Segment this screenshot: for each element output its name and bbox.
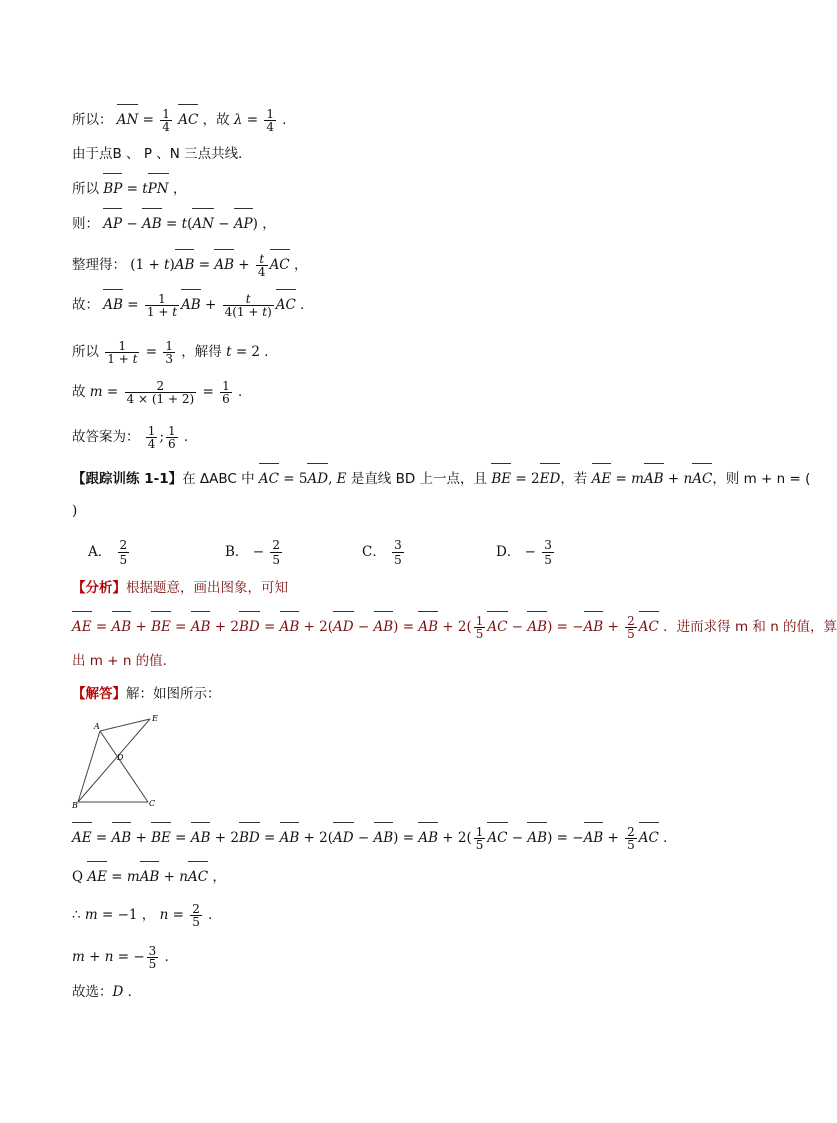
solution-final-answer: D xyxy=(112,984,124,1000)
problem-text-a: 在 ΔABC 中 xyxy=(182,471,255,487)
analysis-formula: AE = AB + BE = AB + 2BD = AB + 2(AD − AB) = AB + 2( $\frac{1}{5}$ AC − AB) = −AB + $\frac{2}{5}$ AC ．进而求得 m 和 n 的值，算 xyxy=(72,614,837,641)
analysis-tail: ．进而求得 m 和 n 的值，算 xyxy=(663,619,837,635)
label-d: D xyxy=(117,753,124,762)
label-e: E xyxy=(152,714,158,723)
option-b-den: 5 xyxy=(272,553,280,567)
option-b-sign: − xyxy=(252,544,265,560)
line-9: 故答案为： $\frac{1}{4}$ ; $\frac{1}{6}$ ． xyxy=(72,424,198,451)
option-a-num: 2 xyxy=(119,538,128,552)
option-d-num: 3 xyxy=(544,538,552,552)
line-5-prefix: 整理得： xyxy=(72,257,126,273)
analysis-heading xyxy=(72,582,288,596)
option-c-den: 5 xyxy=(394,553,402,567)
line-3: 所以 BP = tPN ， xyxy=(72,181,187,197)
option-a[interactable] xyxy=(88,538,131,567)
label-a: A xyxy=(94,722,100,731)
problem-text-d: ，则 m + n = ( xyxy=(712,471,811,487)
line-8: 故 m = $\frac{2}{4 \times (1 + 2)}$ = $\frac{1}{6}$ ． xyxy=(72,379,252,406)
analysis-tag: 【分析】 xyxy=(72,580,126,596)
solution-final: 故选：D ． xyxy=(72,984,142,1000)
option-b-label: B． xyxy=(225,544,249,560)
option-d-den: 5 xyxy=(544,553,552,567)
line-7-mid: ，解得 xyxy=(181,344,222,360)
line-7-prefix: 所以 xyxy=(72,344,99,360)
problem-close: ) xyxy=(72,503,78,519)
option-c-num: 3 xyxy=(394,538,402,552)
solution-tag: 【解答】 xyxy=(72,686,126,702)
problem-statement: 【跟踪训练 1-1】在 ΔABC 中 AC = 5AD, E 是直线 BD 上一点，且 BE = 2ED，若 AE = mAB + nAC，则 m + n = ( xyxy=(72,471,811,487)
line-7: 所以 $\frac{1}{1 + t}$ = $\frac{1}{3}$ ，解得 t = 2 ． xyxy=(72,339,278,366)
label-c: C xyxy=(149,799,156,808)
option-b-num: 2 xyxy=(272,538,280,552)
line-1-mid: ，故 xyxy=(202,112,230,128)
solution-heading xyxy=(72,688,221,702)
analysis-text: 根据题意，画出图象，可知 xyxy=(126,580,288,596)
solution-final-prefix: 故选： xyxy=(72,984,113,1000)
option-d-label: D． xyxy=(496,544,521,560)
problem-tag: 【跟踪训练 1-1】 xyxy=(72,471,183,487)
option-b[interactable] xyxy=(225,538,284,567)
analysis-tail-2: 出 m + n 的值． xyxy=(72,653,177,669)
triangle-figure xyxy=(70,712,170,808)
line-1-prefix: 所以： xyxy=(72,112,113,128)
line-9-prefix: 故答案为： xyxy=(72,429,140,445)
solution-formula: AE = AB + BE = AB + 2BD = AB + 2(AD − AB) = AB + 2( $\frac{1}{5}$ AC − AB) = −AB + $\frac{2}{5}$ AC ． xyxy=(72,825,677,852)
line-2: 由于点B 、 P 、N 三点共线． xyxy=(72,146,252,162)
solution-line-3: ∴ m = −1 ， n = $\frac{2}{5}$ ． xyxy=(72,902,222,929)
line-3-prefix: 所以 xyxy=(72,181,99,197)
solution-text: 解：如图所示： xyxy=(126,686,221,702)
line-4-prefix: 则： xyxy=(72,216,99,232)
problem-text-b: 是直线 BD 上一点，且 xyxy=(350,471,488,487)
solution-line-2: Q AE = mAB + nAC ， xyxy=(72,869,226,885)
line-6: 故： AB = $\frac{1}{1 + t}$ AB + $\frac{t}{4(1 + t)}$ AC ． xyxy=(72,292,314,319)
line-8-prefix: 故 xyxy=(72,384,86,400)
line-4: 则： AP − AB = t(AN − AP) ， xyxy=(72,216,276,232)
option-a-den: 5 xyxy=(119,553,128,567)
line-5: 整理得： (1 + t)AB = AB + $\frac{t}{4}$ AC ， xyxy=(72,252,308,279)
option-d[interactable] xyxy=(496,538,556,567)
problem-text-c: ，若 xyxy=(560,471,588,487)
line-6-prefix: 故： xyxy=(72,297,99,313)
option-c-label: C． xyxy=(362,544,386,560)
line-1: 所以： AN = $\frac{1}{4}$ AC ，故 λ = $\frac{1}{4}$ ． xyxy=(72,107,296,134)
option-d-sign: − xyxy=(524,544,536,560)
option-a-label: A． xyxy=(88,544,112,560)
option-c[interactable] xyxy=(362,538,406,567)
solution-line-4: m + n = − $\frac{3}{5}$ ． xyxy=(72,944,179,971)
label-b: B xyxy=(72,801,78,810)
